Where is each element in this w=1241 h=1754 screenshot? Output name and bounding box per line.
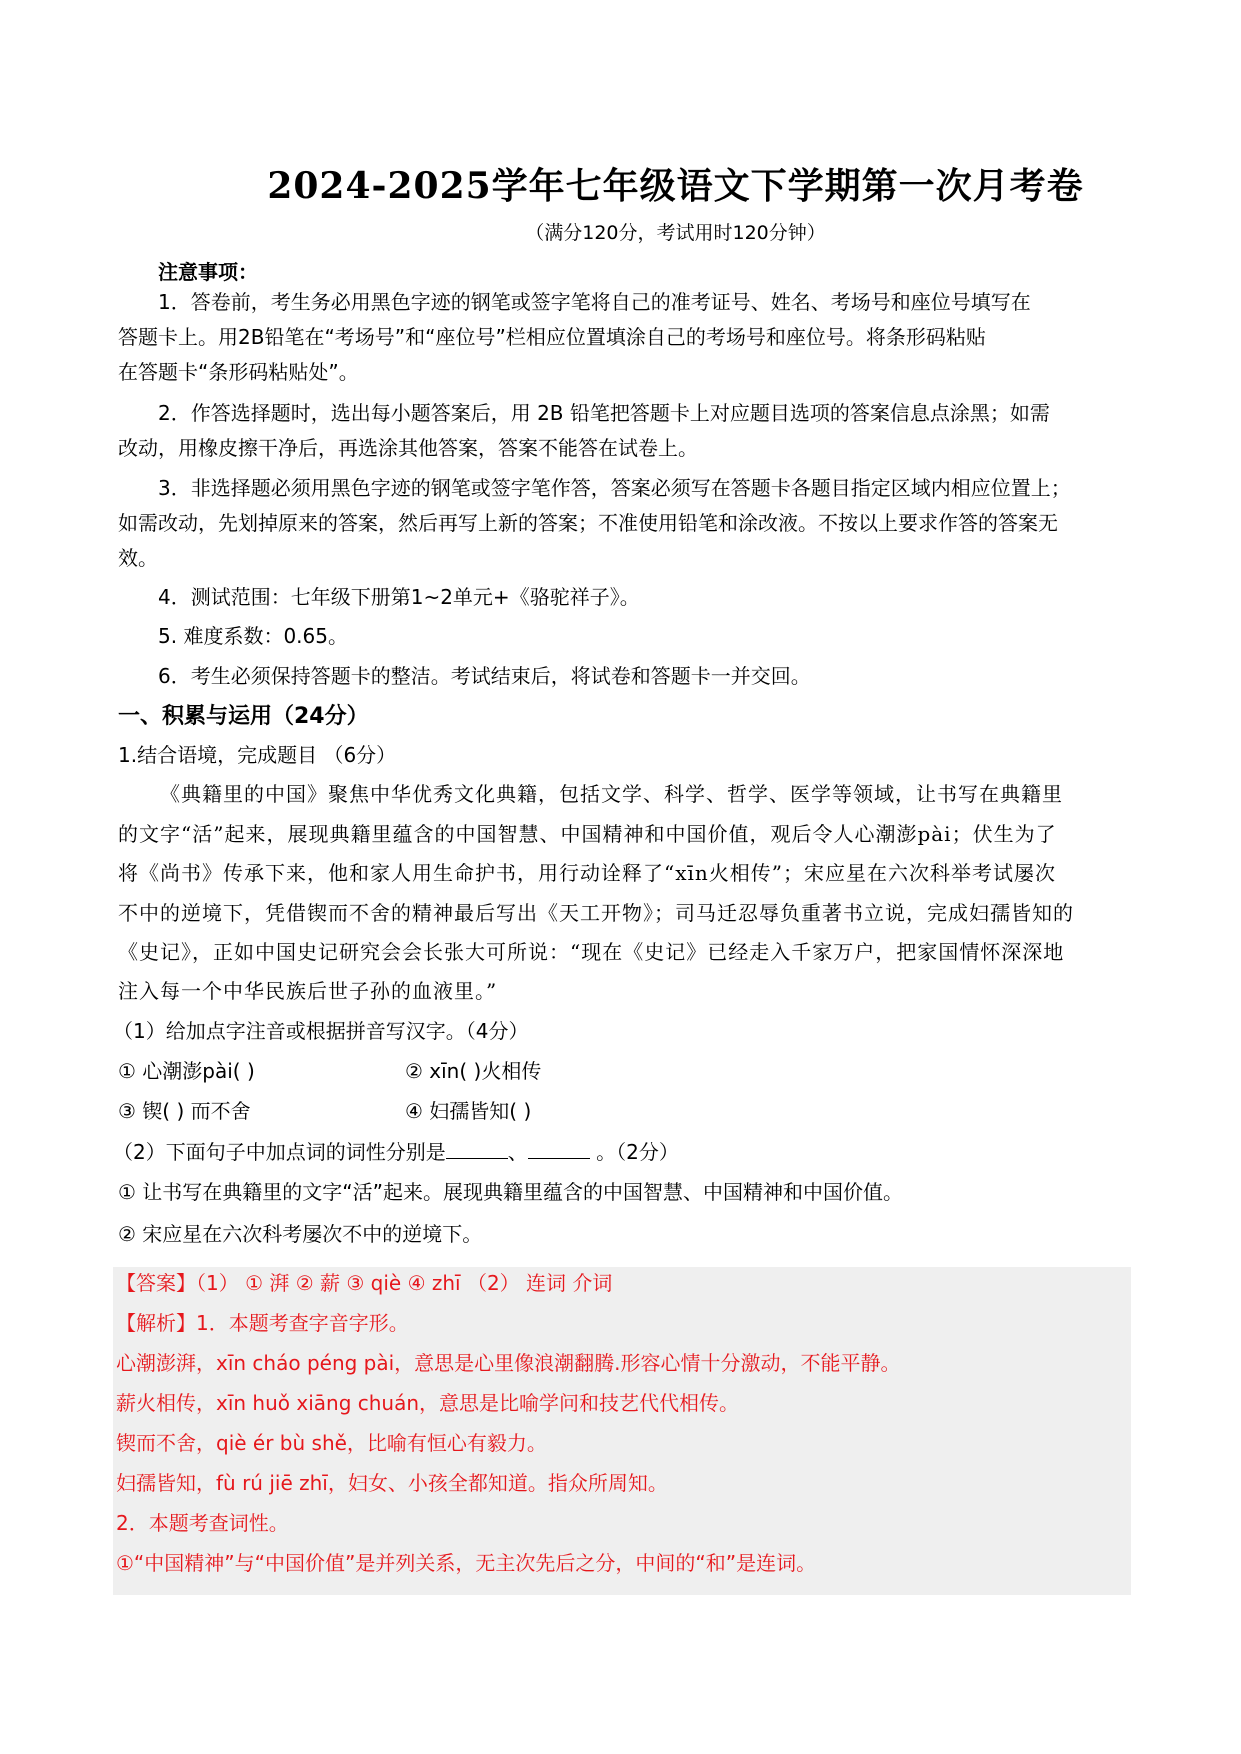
passage-line-2: 的文字“活”起来，展现典籍里蕴含的中国智慧、中国精神和中国价值，观后令人心潮澎pài；伏生为了: [118, 822, 1057, 846]
passage-line-5: 《史记》，正如中国史记研究会会长张大可所说：“现在《史记》已经走入千家万户，把家国情怀深深地: [118, 940, 1065, 964]
page-title: 2024-2025学年七年级语文下学期第一次月考卷: [267, 165, 1084, 207]
analysis-line-4: 锲而不舍，qiè ér bù shě，比喻有恒心有毅力。: [116, 1431, 547, 1455]
analysis-line-2: 心潮澎湃，xīn cháo péng pài，意思是心里像浪潮翻腾.形容心情十分激动，不能平静。: [116, 1351, 901, 1375]
notice-3-line-1: 3．非选择题必须用黑色字迹的钢笔或签字笔作答，答案必须写在答题卡各题目指定区域内相应位置上；: [158, 476, 1071, 500]
notice-1-line-1: 1．答卷前，考生务必用黑色字迹的钢笔或签字笔将自己的准考证号、姓名、考场号和座位号填写在: [158, 290, 1031, 314]
subquestion-2-sentence-1: ① 让书写在典籍里的文字“活”起来。展现典籍里蕴含的中国智慧、中国精神和中国价值。: [118, 1177, 1128, 1207]
analysis-line-5: 妇孺皆知，fù rú jiē zhī，妇女、小孩全都知道。指众所周知。: [116, 1471, 668, 1495]
analysis-line-3: 薪火相传，xīn huǒ xiāng chuán，意思是比喻学问和技艺代代相传。: [116, 1391, 740, 1415]
passage-line-6: 注入每一个中华民族后世子孙的血液里。”: [118, 979, 498, 1003]
analysis-line-7: ①“中国精神”与“中国价值”是并列关系，无主次先后之分，中间的“和”是连词。: [116, 1551, 817, 1575]
subquestion-1-heading: （1）给加点字注音或根据拼音写汉字。（4分）: [113, 1019, 529, 1043]
subquestion-2-sentence-2: ② 宋应星在六次科考屡次不中的逆境下。: [118, 1219, 1128, 1249]
page-subtitle: （满分120分，考试用时120分钟）: [525, 222, 826, 244]
subquestion-1-item-3: ③ 锲( ) 而不舍: [118, 1096, 498, 1126]
analysis-line-6: 2．本题考查词性。: [116, 1511, 289, 1535]
section-heading: 一、积累与运用（24分）: [118, 704, 369, 729]
answer-line: 【答案】（1） ① 湃 ② 薪 ③ qiè ④ zhī （2） 连词 介词: [116, 1271, 613, 1295]
notice-2-line-2: 改动，用橡皮擦干净后，再选涂其他答案，答案不能答在试卷上。: [118, 436, 698, 460]
notice-3-line-2: 如需改动，先划掉原来的答案，然后再写上新的答案；不准使用铅笔和涂改液。不按以上要求作答的答案无: [118, 511, 1058, 535]
notice-5: 5. 难度系数：0.65。: [158, 624, 348, 648]
notice-1-line-3: 在答题卡“条形码粘贴处”。: [118, 360, 359, 384]
dotted-char: 在: [202, 1219, 222, 1249]
analysis-line-1: 【解析】1．本题考查字音字形。: [116, 1311, 409, 1335]
dotted-char: 孺: [449, 1096, 469, 1126]
passage-line-3: 将《尚书》传承下来，他和家人用生命护书，用行动诠释了“xīn火相传”；宋应星在六次科举考试屡次: [118, 861, 1057, 885]
dotted-char: 锲: [142, 1096, 162, 1126]
notice-2-line-1: 2．作答选择题时，选出每小题答案后，用 2B 铅笔把答题卡上对应题目选项的答案信息点涂黑；如需: [158, 401, 1050, 425]
notice-heading: 注意事项：: [158, 260, 258, 284]
notice-1-line-2: 答题卡上。用2B铅笔在“考场号”和“座位号”栏相应位置填涂自己的考场号和座位号。将条形码粘贴: [118, 325, 986, 349]
answer-blank: [528, 1140, 590, 1159]
passage-line-1: 《典籍里的中国》聚焦中华优秀文化典籍，包括文学、科学、哲学、医学等领域，让书写在典籍里: [160, 782, 1063, 806]
notice-6: 6．考生必须保持答题卡的整洁。考试结束后，将试卷和答题卡一并交回。: [158, 664, 811, 688]
dotted-char: 锲: [307, 898, 328, 928]
question-1-heading: 1.结合语境，完成题目 （6分）: [118, 743, 397, 767]
answer-blank: [446, 1140, 508, 1159]
subquestion-1-item-2: ② xīn( )火相传: [405, 1059, 542, 1083]
subquestion-2-heading: （2）下面句子中加点词的词性分别是 、 。（2分）: [113, 1140, 679, 1164]
dotted-char: 孺: [990, 898, 1011, 928]
dotted-char: 和: [783, 1177, 803, 1207]
notice-4: 4．测试范围：七年级下册第1~2单元+《骆驼祥子》。: [158, 585, 640, 609]
passage-line-4: 不中的逆境下，凭借锲而不舍的精神最后写出《天工开物》；司马迁忍辱负重著书立说，完成妇孺皆知的: [118, 898, 1128, 928]
notice-3-line-3: 效。: [118, 546, 158, 570]
subquestion-1-item-1: ① 心潮澎pài( ): [118, 1059, 255, 1083]
subquestion-1-item-4: ④ 妇孺皆知( ): [405, 1096, 805, 1126]
